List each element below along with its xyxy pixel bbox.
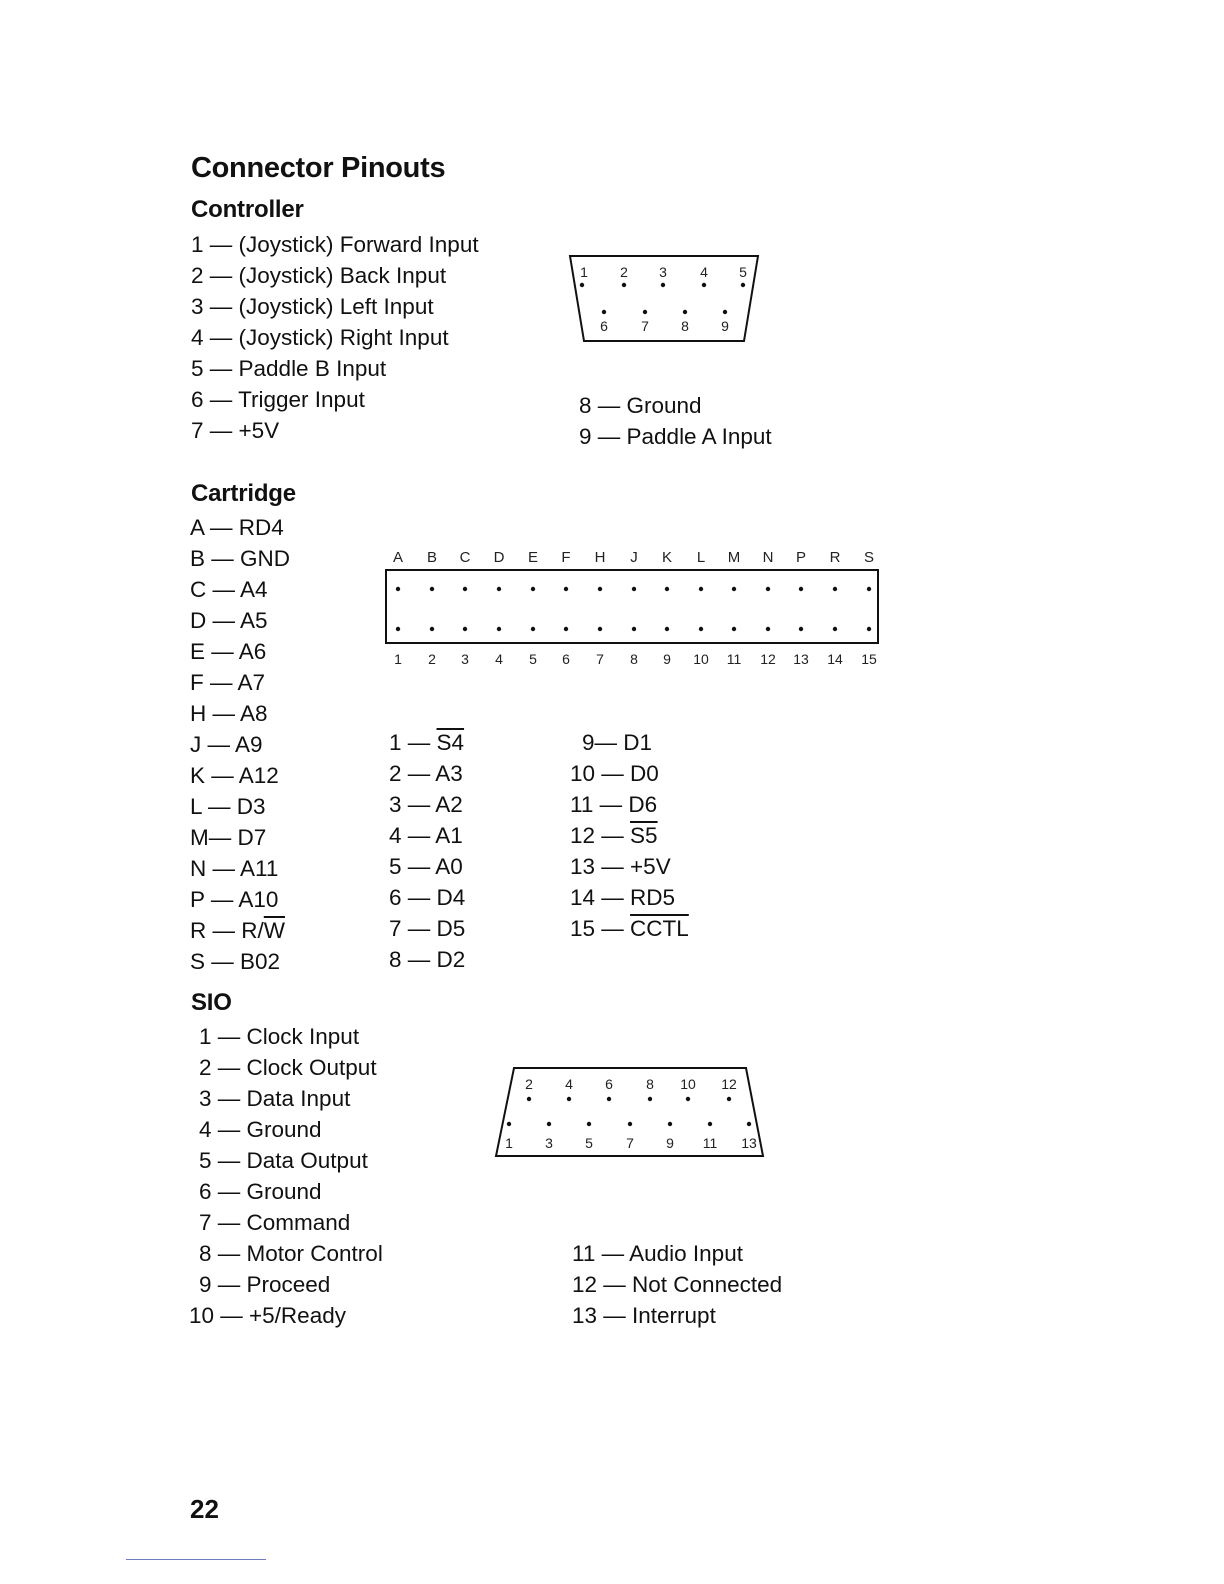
cartridge-bottom-label-12: 12 [760, 651, 776, 667]
cartridge-top-dot-K [665, 587, 669, 591]
cartridge-bottom-label-9: 9 [663, 651, 671, 667]
pin-signal: D5 [436, 916, 466, 941]
cartridge-pin-11 [570, 789, 689, 820]
controller-pin-dot-3 [661, 283, 665, 287]
pin-separator: — [594, 730, 624, 755]
cartridge-top-label-J: J [630, 549, 638, 566]
controller-pin-6: 6 — Trigger Input [191, 387, 365, 412]
pin-id: A [190, 515, 204, 540]
cartridge-top-label-K: K [661, 549, 673, 566]
sio-pin-label-5: 5 [585, 1135, 593, 1151]
controller-pin-label-7: 7 [641, 318, 649, 334]
pin-separator: — [205, 949, 241, 974]
cartridge-top-dot-E [531, 587, 535, 591]
sio-pin-dot-6 [607, 1097, 611, 1101]
cartridge-top-label-L: L [696, 549, 706, 566]
cartridge-connector-outline [386, 570, 878, 643]
cartridge-bottom-dot-9 [665, 627, 669, 631]
sio-pin-label-8: 8 [646, 1076, 654, 1092]
cartridge-pin-2 [389, 758, 465, 789]
cartridge-bottom-dot-3 [463, 627, 467, 631]
pin-separator: — [401, 823, 436, 848]
sio-pin-3: 3 — Data Input [199, 1086, 351, 1111]
pin-id: K [190, 763, 206, 788]
sio-pin-label-10: 10 [680, 1076, 696, 1092]
cartridge-bottom-dot-6 [564, 627, 568, 631]
pin-separator: — [595, 916, 631, 941]
sio-pin-dot-13 [747, 1122, 751, 1126]
sio-pin-dot-8 [648, 1097, 652, 1101]
pin-signal: S4 [436, 730, 465, 755]
pin-separator: — [401, 885, 437, 910]
controller-pin-9: 9 — Paddle A Input [579, 424, 772, 449]
cartridge-connector-diagram [380, 544, 890, 674]
cartridge-top-label-C: C [459, 549, 471, 566]
pin-separator: — [401, 916, 437, 941]
controller-pin-dot-1 [580, 283, 584, 287]
sio-pin-label-9: 9 [666, 1135, 674, 1151]
cartridge-top-label-A: A [392, 549, 404, 566]
page-title: Connector Pinouts [191, 152, 446, 184]
sio-pin-8: 8 — Motor Control [199, 1241, 383, 1266]
cartridge-pin-C [190, 574, 290, 605]
pin-signal: RD5 [630, 885, 676, 910]
controller-pin-8: 8 — Ground [579, 393, 702, 418]
cartridge-pin-A [190, 512, 290, 543]
pin-separator: — [208, 825, 238, 850]
sio-pin-dot-2 [527, 1097, 531, 1101]
controller-pin-3: 3 — (Joystick) Left Input [191, 294, 434, 319]
sio-pin-dot-1 [507, 1122, 511, 1126]
cartridge-top-dot-J [632, 587, 636, 591]
pin-signal: A8 [240, 701, 268, 726]
cartridge-pin-S [190, 946, 290, 977]
pin-signal: A12 [238, 763, 279, 788]
pin-separator: — [401, 947, 437, 972]
sio-pin-5: 5 — Data Output [199, 1148, 368, 1173]
cartridge-bottom-label-7: 7 [596, 651, 604, 667]
pin-signal: A4 [240, 577, 268, 602]
cartridge-pin-E [190, 636, 290, 667]
pin-signal: +5V [630, 854, 671, 879]
cartridge-top-dot-A [396, 587, 400, 591]
cartridge-pin-K [190, 760, 290, 791]
pin-id: 3 [389, 792, 402, 817]
cartridge-top-dot-S [867, 587, 871, 591]
controller-pin-4: 4 — (Joystick) Right Input [191, 325, 449, 350]
cartridge-top-dot-B [430, 587, 434, 591]
pin-separator: — [595, 854, 631, 879]
cartridge-bottom-label-11: 11 [726, 651, 742, 667]
pin-separator: — [593, 792, 629, 817]
cartridge-top-dot-F [564, 587, 568, 591]
sio-pin-label-12: 12 [721, 1076, 737, 1092]
controller-pin-label-2: 2 [620, 264, 628, 280]
pin-signal: D3 [236, 794, 266, 819]
pin-signal: B02 [240, 949, 281, 974]
pin-id: 12 [570, 823, 596, 848]
pin-id: 2 [389, 761, 402, 786]
pin-signal: S5 [630, 823, 658, 848]
pin-separator: — [401, 792, 436, 817]
cartridge-bottom-label-14: 14 [827, 651, 843, 667]
pin-signal: A11 [240, 856, 279, 881]
sio-pin-label-6: 6 [605, 1076, 613, 1092]
sio-pin-1: 1 — Clock Input [199, 1024, 360, 1049]
cartridge-pin-P [190, 884, 290, 915]
sio-pin-2: 2 — Clock Output [199, 1055, 377, 1080]
cartridge-pin-12 [570, 820, 689, 851]
pin-signal: A5 [240, 608, 268, 633]
cartridge-pin-H [190, 698, 290, 729]
cartridge-pin-F [190, 667, 290, 698]
pin-signal: A7 [237, 670, 266, 695]
cartridge-top-dot-M [732, 587, 736, 591]
sio-heading: SIO [191, 989, 232, 1016]
cartridge-pin-9 [570, 727, 689, 758]
pin-id: H [190, 701, 207, 726]
pin-id: 8 [389, 947, 402, 972]
sio-pin-list [189, 1021, 383, 1331]
sio-pin-10: 10 — +5/Ready [189, 1303, 346, 1328]
pin-separator: — [595, 823, 631, 848]
cartridge-top-dot-H [598, 587, 602, 591]
cartridge-bottom-label-10: 10 [693, 651, 709, 667]
pin-signal: RD4 [238, 515, 284, 540]
pin-separator: — [206, 856, 241, 881]
sio-pin-label-11: 11 [702, 1135, 718, 1151]
pin-separator: — [595, 885, 631, 910]
pin-signal: A9 [235, 732, 263, 757]
pin-signal: A0 [435, 854, 463, 879]
cartridge-pin-8 [389, 944, 465, 975]
cartridge-bottom-dot-5 [531, 627, 535, 631]
sio-pin-label-7: 7 [626, 1135, 634, 1151]
controller-pin-dot-9 [723, 310, 727, 314]
cartridge-pin-4 [389, 820, 465, 851]
pin-separator: — [205, 546, 241, 571]
cartridge-bottom-label-6: 6 [562, 651, 570, 667]
controller-pin-label-6: 6 [600, 318, 608, 334]
cartridge-bottom-label-15: 15 [861, 651, 877, 667]
pin-id: 13 [570, 854, 596, 879]
sio-pin-4: 4 — Ground [199, 1117, 322, 1142]
pin-signal: R/ [241, 918, 264, 943]
cartridge-pin-D [190, 605, 290, 636]
cartridge-top-label-S: S [863, 549, 875, 566]
cartridge-pin-13 [570, 851, 689, 882]
cartridge-top-label-M: M [727, 549, 741, 566]
pin-separator: — [203, 515, 239, 540]
pin-signal: A3 [435, 761, 463, 786]
controller-pin-5: 5 — Paddle B Input [191, 356, 387, 381]
cartridge-pin-L [190, 791, 290, 822]
pin-separator: — [206, 577, 241, 602]
cartridge-top-label-H: H [594, 549, 606, 566]
pin-id: 6 [389, 885, 402, 910]
sio-pin-label-1: 1 [505, 1135, 513, 1151]
pin-id: 5 [389, 854, 402, 879]
cartridge-bottom-label-8: 8 [630, 651, 638, 667]
sio-pin-dot-7 [628, 1122, 632, 1126]
cartridge-bottom-dot-14 [833, 627, 837, 631]
pin-id: F [190, 670, 204, 695]
cartridge-letter-pins [190, 512, 290, 977]
cartridge-top-dot-P [799, 587, 803, 591]
cartridge-pin-5 [389, 851, 465, 882]
pin-signal: A1 [435, 823, 463, 848]
controller-pin-label-8: 8 [681, 318, 689, 334]
pin-signal: CCTL [630, 916, 689, 941]
pin-signal: D4 [436, 885, 466, 910]
cartridge-pin-M [190, 822, 290, 853]
pin-signal: A2 [435, 792, 463, 817]
pin-id: S [190, 949, 206, 974]
cartridge-bottom-label-5: 5 [529, 651, 537, 667]
controller-pin-label-3: 3 [659, 264, 667, 280]
pin-separator: — [204, 887, 239, 912]
sio-pin-label-2: 2 [525, 1076, 533, 1092]
cartridge-top-label-F: F [561, 549, 571, 566]
pin-separator: — [401, 730, 437, 755]
pin-id: D [190, 608, 207, 633]
pin-separator: — [205, 763, 239, 788]
cartridge-top-label-R: R [829, 549, 841, 566]
cartridge-heading: Cartridge [191, 480, 296, 507]
page-number: 22 [190, 1494, 219, 1524]
pin-separator: — [206, 918, 242, 943]
pin-id: 1 [389, 730, 402, 755]
controller-pin-label-1: 1 [580, 264, 588, 280]
pin-id: 9 [582, 730, 595, 755]
cartridge-bottom-dot-4 [497, 627, 501, 631]
pin-id: C [190, 577, 207, 602]
sio-pin-dot-3 [547, 1122, 551, 1126]
controller-pin-label-4: 4 [700, 264, 708, 280]
sio-pin-13: 13 — Interrupt [572, 1303, 716, 1328]
cartridge-top-label-D: D [493, 549, 505, 566]
cartridge-bottom-label-1: 1 [394, 651, 402, 667]
controller-pin-dot-6 [602, 310, 606, 314]
cartridge-top-dot-C [463, 587, 467, 591]
controller-pin-dot-2 [622, 283, 626, 287]
controller-pin-dot-7 [643, 310, 647, 314]
cartridge-bottom-dot-12 [766, 627, 770, 631]
sio-pin-dot-9 [668, 1122, 672, 1126]
pin-separator: — [206, 608, 241, 633]
cartridge-top-label-P: P [795, 549, 807, 566]
pin-signal: A6 [238, 639, 267, 664]
cartridge-pin-3 [389, 789, 465, 820]
pin-id: N [190, 856, 207, 881]
cartridge-pin-J [190, 729, 290, 760]
controller-pin-2: 2 — (Joystick) Back Input [191, 263, 447, 288]
cartridge-bottom-dot-1 [396, 627, 400, 631]
cartridge-top-dot-D [497, 587, 501, 591]
cartridge-top-label-N: N [762, 549, 774, 566]
controller-pin-dot-5 [741, 283, 745, 287]
sio-pin-label-3: 3 [545, 1135, 553, 1151]
pin-id: 15 [570, 916, 596, 941]
pin-id: M [190, 825, 209, 850]
controller-heading: Controller [191, 196, 304, 223]
pin-signal: D1 [623, 730, 653, 755]
pin-id: 11 [570, 792, 594, 817]
controller-pin-dot-8 [683, 310, 687, 314]
cartridge-top-dot-L [699, 587, 703, 591]
cartridge-bottom-label-13: 13 [793, 651, 809, 667]
cartridge-pin-1 [389, 727, 465, 758]
sio-pin-dot-12 [727, 1097, 731, 1101]
cartridge-number-pins-a [389, 727, 465, 975]
cartridge-bottom-dot-8 [632, 627, 636, 631]
controller-pin-list-right [579, 390, 772, 452]
cartridge-pin-R [190, 915, 290, 946]
cartridge-top-label-E: E [527, 549, 539, 566]
pin-signal: D6 [628, 792, 658, 817]
cartridge-pin-14 [570, 882, 689, 913]
controller-pin-label-5: 5 [739, 264, 747, 280]
cartridge-top-dot-R [833, 587, 837, 591]
pin-separator: — [401, 854, 436, 879]
cartridge-pin-B [190, 543, 290, 574]
controller-pin-label-9: 9 [721, 318, 729, 334]
pin-separator: — [201, 732, 236, 757]
sio-pin-9: 9 — Proceed [199, 1272, 331, 1297]
pin-separator: — [203, 670, 238, 695]
pin-separator: — [201, 794, 237, 819]
controller-pin-7: 7 — +5V [191, 418, 280, 443]
sio-connector-diagram [490, 1062, 775, 1162]
cartridge-bottom-dot-13 [799, 627, 803, 631]
sio-pin-label-4: 4 [565, 1076, 573, 1092]
pin-id: J [190, 732, 202, 757]
sio-pin-dot-10 [686, 1097, 690, 1101]
sio-pin-dot-4 [567, 1097, 571, 1101]
footer-rule [126, 1559, 266, 1560]
sio-pin-7: 7 — Command [199, 1210, 351, 1235]
pin-signal: A10 [238, 887, 279, 912]
cartridge-pin-7 [389, 913, 465, 944]
cartridge-bottom-dot-2 [430, 627, 434, 631]
pin-id: E [190, 639, 206, 664]
controller-connector-diagram [560, 250, 770, 350]
pin-id: 10 [570, 761, 596, 786]
pin-id: P [190, 887, 205, 912]
pin-id: L [190, 794, 202, 819]
cartridge-bottom-dot-11 [732, 627, 736, 631]
pin-signal: D2 [436, 947, 466, 972]
controller-pin-dot-4 [702, 283, 706, 287]
pin-id: R [190, 918, 207, 943]
pin-id: 14 [570, 885, 596, 910]
pin-signal: GND [240, 546, 291, 571]
pin-separator: — [206, 701, 241, 726]
pin-separator: — [401, 761, 436, 786]
pin-separator: — [205, 639, 239, 664]
cartridge-pin-15 [570, 913, 689, 944]
pin-id: B [190, 546, 206, 571]
sio-pin-label-13: 13 [741, 1135, 757, 1151]
pin-separator: — [595, 761, 631, 786]
cartridge-bottom-label-3: 3 [461, 651, 469, 667]
sio-pin-12: 12 — Not Connected [572, 1272, 783, 1297]
sio-pin-6: 6 — Ground [199, 1179, 322, 1204]
cartridge-pin-6 [389, 882, 465, 913]
cartridge-bottom-dot-15 [867, 627, 871, 631]
pin-signal: D0 [630, 761, 659, 786]
sio-pin-dot-11 [708, 1122, 712, 1126]
cartridge-pin-10 [570, 758, 689, 789]
cartridge-top-label-B: B [426, 549, 438, 566]
cartridge-bottom-label-4: 4 [495, 651, 503, 667]
sio-pin-list-right [572, 1238, 782, 1331]
cartridge-top-dot-N [766, 587, 770, 591]
sio-pin-11: 11 — Audio Input [572, 1241, 743, 1266]
cartridge-bottom-label-2: 2 [428, 651, 436, 667]
controller-pin-list [191, 229, 479, 446]
pin-id: 7 [389, 916, 402, 941]
pin-id: 4 [389, 823, 402, 848]
sio-pin-dot-5 [587, 1122, 591, 1126]
cartridge-pin-N [190, 853, 290, 884]
cartridge-bottom-dot-10 [699, 627, 703, 631]
cartridge-number-pins-b [570, 727, 689, 944]
cartridge-bottom-dot-7 [598, 627, 602, 631]
pin-signal: D7 [237, 825, 267, 850]
pin-signal-inverted: $\overline{W}$ [263, 918, 286, 943]
controller-pin-1: 1 — (Joystick) Forward Input [191, 232, 479, 257]
